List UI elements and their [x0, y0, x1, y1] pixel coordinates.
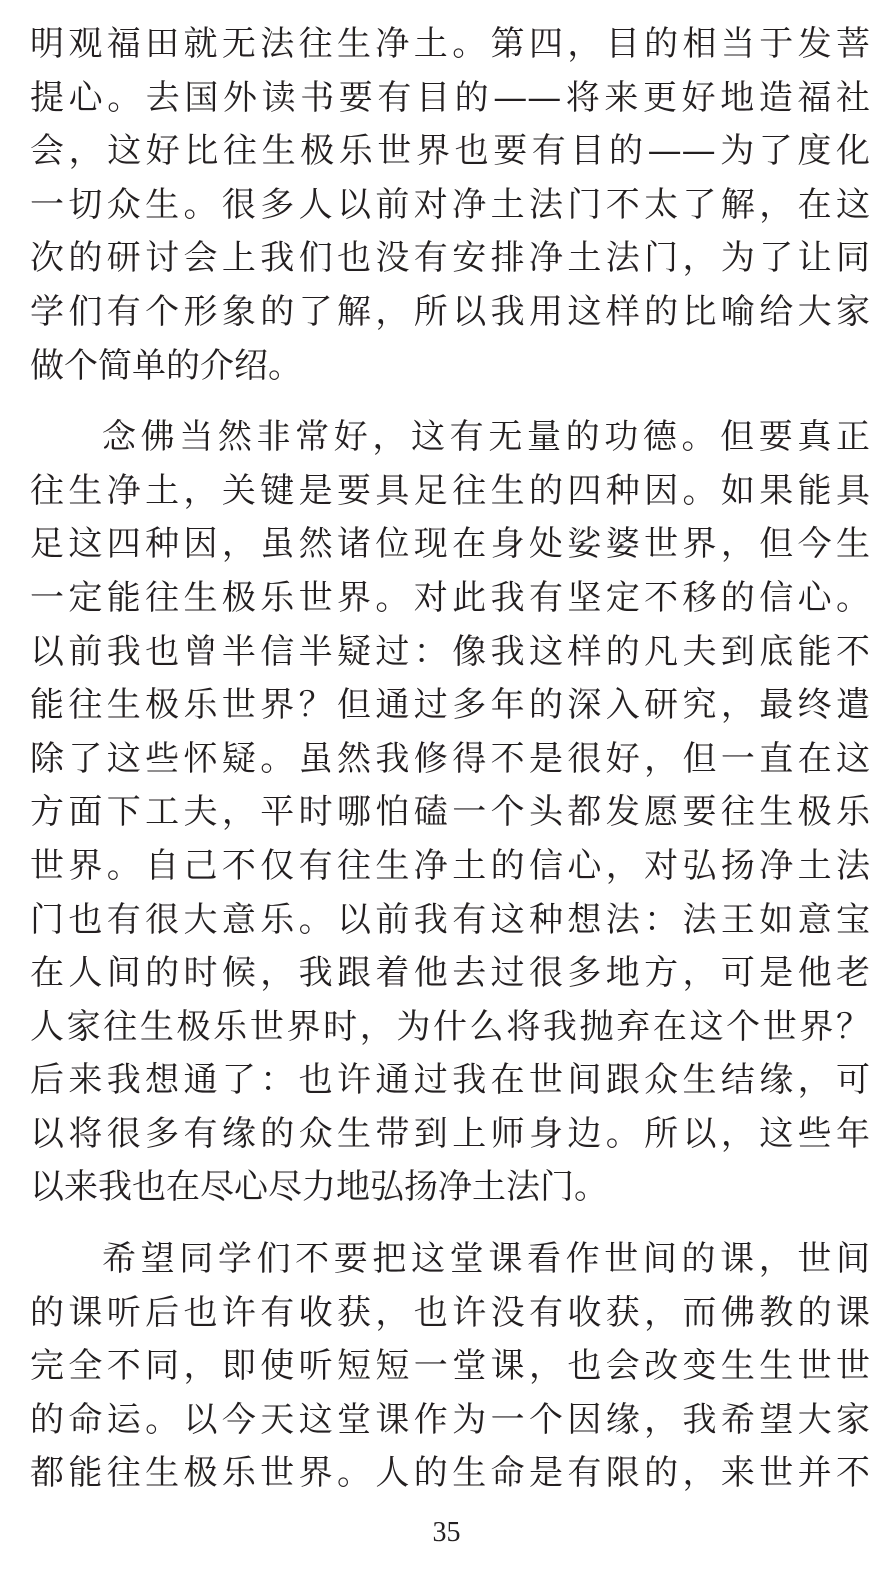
text-line: 一切众生。很多人以前对净土法门不太了解，在这 — [30, 184, 870, 225]
text-line: 人家往生极乐世界时，为什么将我抛弃在这个世界？ — [30, 1006, 870, 1047]
page-body — [30, 18, 870, 1519]
text-line: 以前我也曾半信半疑过：像我这样的凡夫到底能不 — [30, 631, 870, 672]
text-line: 足这四种因，虽然诸位现在身处娑婆世界，但今生 — [30, 524, 870, 565]
text-line: 门也有很大意乐。以前我有这种想法：法王如意宝 — [30, 899, 870, 940]
text-line: 学们有个形象的了解，所以我用这样的比喻给大家 — [30, 291, 870, 332]
text-line: 次的研讨会上我们也没有安排净土法门，为了让同 — [30, 238, 870, 279]
text-line: 一定能往生极乐世界。对此我有坚定不移的信心。 — [30, 577, 870, 618]
text-line: 提心。去国外读书要有目的——将来更好地造福社 — [30, 77, 870, 118]
text-line: 世界。自己不仅有往生净土的信心，对弘扬净土法 — [30, 845, 870, 886]
text-line: 希望同学们不要把这堂课看作世间的课，世间 — [102, 1239, 870, 1280]
paragraph-2 — [30, 411, 870, 1215]
text-line: 除了这些怀疑。虽然我修得不是很好，但一直在这 — [30, 738, 870, 779]
text-line: 的命运。以今天这堂课作为一个因缘，我希望大家 — [30, 1399, 870, 1440]
paragraph-1 — [30, 18, 870, 393]
text-line: 在人间的时候，我跟着他去过很多地方，可是他老 — [30, 953, 870, 994]
text-line: 后来我想通了：也许通过我在世间跟众生结缘，可 — [30, 1060, 870, 1101]
paragraph-3 — [30, 1233, 870, 1501]
text-line: 方面下工夫，平时哪怕磕一个头都发愿要往生极乐 — [30, 792, 870, 833]
text-line: 会，这好比往生极乐世界也要有目的——为了度化 — [30, 131, 870, 172]
text-line: 明观福田就无法往生净土。第四，目的相当于发菩 — [30, 24, 870, 64]
text-line: 的课听后也许有收获，也许没有收获，而佛教的课 — [30, 1292, 870, 1333]
page-number: 35 — [432, 1517, 461, 1548]
text-line: 往生净土，关键是要具足往生的四种因。如果能具 — [30, 470, 870, 511]
text-line: 做个简单的介绍。 — [30, 345, 302, 386]
text-line: 以将很多有缘的众生带到上师身边。所以，这些年 — [30, 1113, 870, 1154]
text-line: 以来我也在尽心尽力地弘扬净土法门。 — [30, 1167, 608, 1208]
text-line: 都能往生极乐世界。人的生命是有限的，来世并不 — [30, 1453, 870, 1494]
text-line: 能往生极乐世界？但通过多年的深入研究，最终遣 — [30, 685, 870, 726]
text-line: 完全不同，即使听短短一堂课，也会改变生生世世 — [30, 1346, 870, 1387]
text-line: 念佛当然非常好，这有无量的功德。但要真正 — [102, 417, 870, 458]
